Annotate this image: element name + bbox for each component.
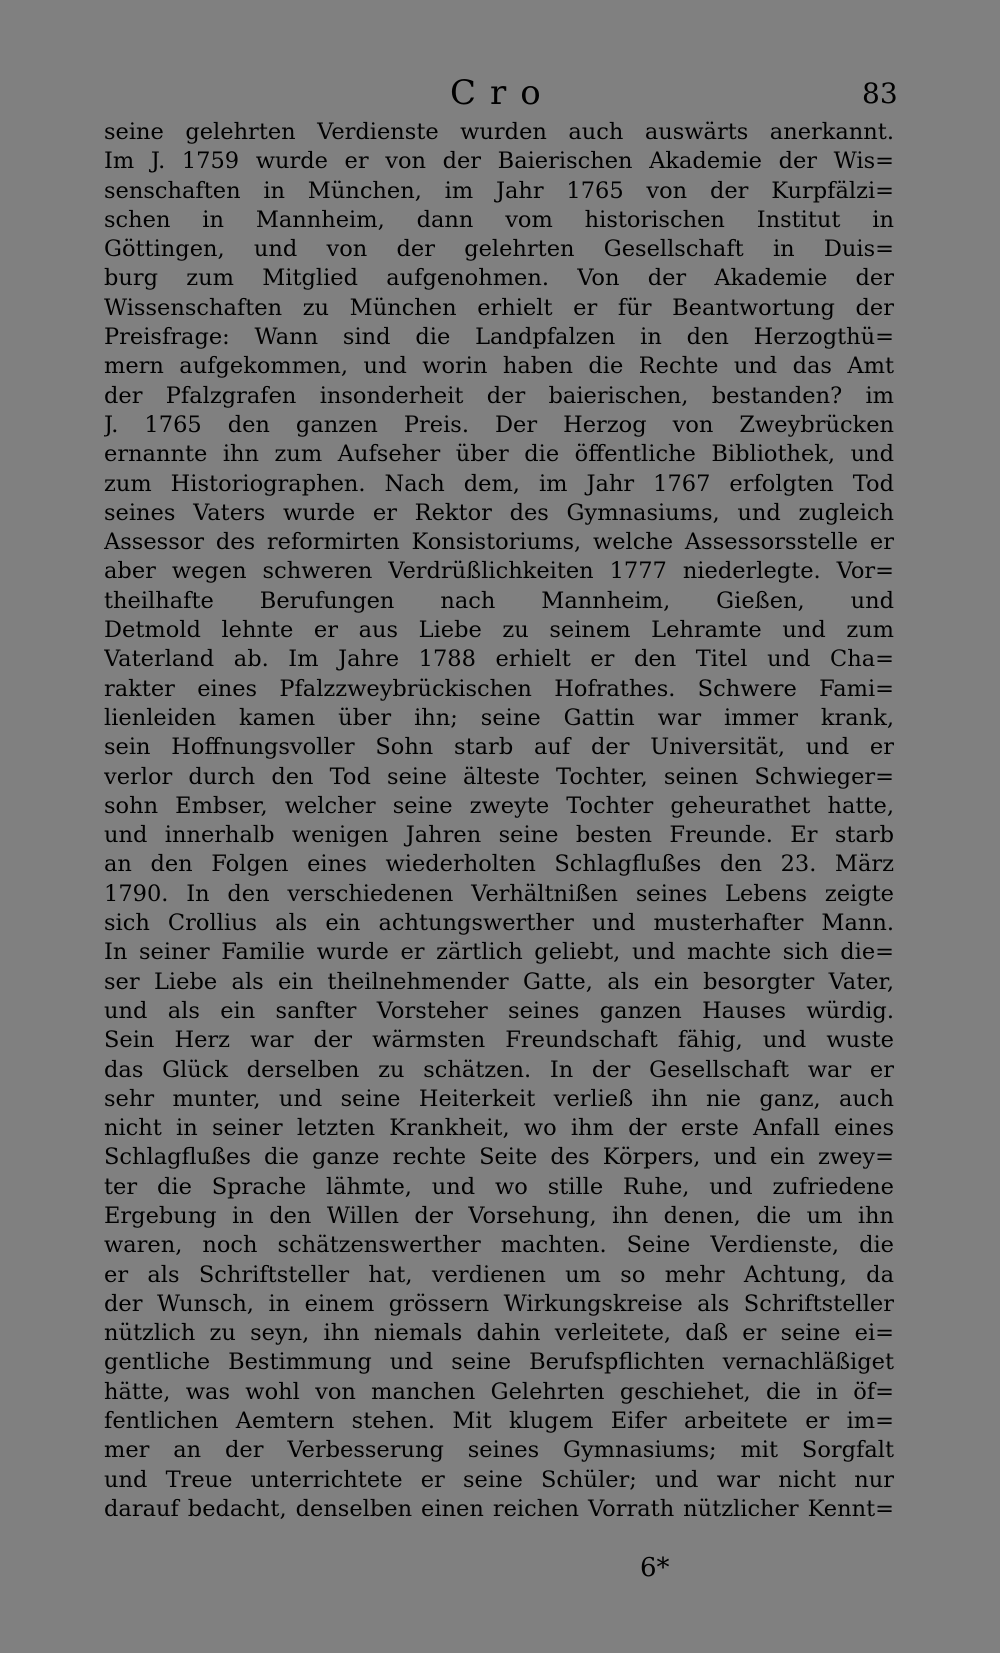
text-line: waren, noch schätzenswerther machten. Seine Verdienste, die (104, 1232, 894, 1259)
text-line: gentliche Bestimmung und seine Berufspflichten vernachläßiget (104, 1349, 894, 1376)
text-line: er als Schriftsteller hat, verdienen um so mehr Achtung, da (104, 1261, 894, 1288)
text-line: J. 1765 den ganzen Preis. Der Herzog von Zweybrücken (104, 411, 894, 438)
text-line: Sein Herz war der wärmsten Freundschaft fähig, und wuste (104, 1027, 894, 1054)
text-line: mer an der Verbesserung seines Gymnasiums; mit Sorgfalt (104, 1437, 894, 1464)
text-line: theilhafte Berufungen nach Mannheim, Gießen, und (104, 587, 894, 614)
signature-mark: 6* (640, 1553, 670, 1583)
text-line: das Glück derselben zu schätzen. In der Gesellschaft war er (104, 1056, 894, 1083)
text-line: sein Hoffnungsvoller Sohn starb auf der Universität, und er (104, 734, 894, 761)
text-line: aber wegen schweren Verdrüßlichkeiten 1777 niederlegte. Vor= (104, 558, 894, 585)
text-line: ernannte ihn zum Aufseher über die öffentliche Bibliothek, und (104, 441, 894, 468)
text-line: ser Liebe als ein theilnehmender Gatte, als ein besorgter Vater, (104, 968, 894, 995)
text-line: sehr munter, und seine Heiterkeit verließ ihn nie ganz, auch (104, 1085, 894, 1112)
running-title: Cro (450, 73, 555, 113)
text-line: Göttingen, und von der gelehrten Gesellschaft in Duis= (104, 236, 894, 263)
running-head (0, 70, 1000, 116)
text-line: seines Vaters wurde er Rektor des Gymnasiums, und zugleich (104, 499, 894, 526)
text-line: verlor durch den Tod seine älteste Tochter, seinen Schwieger= (104, 763, 894, 790)
text-line: sohn Embser, welcher seine zweyte Tochter geheurathet hatte, (104, 792, 894, 819)
text-line: Assessor des reformirten Konsistoriums, welche Assessorsstelle er (104, 529, 894, 556)
text-line: der Pfalzgrafen insonderheit der baierischen, bestanden? im (104, 382, 894, 409)
text-line: Wissenschaften zu München erhielt er für Beantwortung der (104, 294, 894, 321)
text-line: nicht in seiner letzten Krankheit, wo ihm der erste Anfall eines (104, 1115, 894, 1142)
text-line: und als ein sanfter Vorsteher seines ganzen Hauses würdig. (104, 997, 894, 1024)
text-line: fentlichen Aemtern stehen. Mit klugem Eifer arbeitete er im= (104, 1408, 894, 1435)
text-line: seine gelehrten Verdienste wurden auch auswärts anerkannt. (104, 119, 894, 145)
text-line: nützlich zu seyn, ihn niemals dahin verleitete, daß er seine ei= (104, 1320, 894, 1347)
text-line: burg zum Mitglied aufgenohmen. Von der Akademie der (104, 265, 894, 292)
text-line: lienleiden kamen über ihn; seine Gattin war immer krank, (104, 704, 894, 731)
text-line: 1790. In den verschiedenen Verhältnißen seines Lebens zeigte (104, 880, 894, 907)
page-number: 83 (862, 77, 898, 110)
text-line: mern aufgekommen, und worin haben die Rechte und das Amt (104, 353, 894, 380)
text-line: und Treue unterrichtete er seine Schüler; und war nicht nur (104, 1466, 894, 1493)
text-line: schen in Mannheim, dann vom historischen Institut in (104, 206, 894, 233)
text-line: Schlagflußes die ganze rechte Seite des Körpers, und ein zwey= (104, 1144, 894, 1171)
text-line: hätte, was wohl von manchen Gelehrten geschiehet, die in öf= (104, 1378, 894, 1405)
body-text (104, 118, 894, 1524)
text-line: Vaterland ab. Im Jahre 1788 erhielt er den Titel und Cha= (104, 646, 894, 673)
text-line: und innerhalb wenigen Jahren seine besten Freunde. Er starb (104, 822, 894, 849)
text-line: der Wunsch, in einem grössern Wirkungskreise als Schriftsteller (104, 1290, 894, 1317)
text-line: Im J. 1759 wurde er von der Baierischen Akademie der Wis= (104, 148, 894, 175)
text-line: sich Crollius als ein achtungswerther und musterhafter Mann. (104, 910, 894, 937)
text-line: ter die Sprache lähmte, und wo stille Ruhe, und zufriedene (104, 1173, 894, 1200)
text-line: darauf bedacht, denselben einen reichen Vorrath nützlicher Kennt= (104, 1495, 894, 1522)
text-line: senschaften in München, im Jahr 1765 von der Kurpfälzi= (104, 177, 894, 204)
text-line: Preisfrage: Wann sind die Landpfalzen in den Herzogthü= (104, 324, 894, 351)
text-line: In seiner Familie wurde er zärtlich geliebt, und machte sich die= (104, 939, 894, 966)
text-line: an den Folgen eines wiederholten Schlagflußes den 23. März (104, 851, 894, 878)
text-line: rakter eines Pfalzzweybrückischen Hofrathes. Schwere Fami= (104, 675, 894, 702)
text-line: Detmold lehnte er aus Liebe zu seinem Lehramte und zum (104, 617, 894, 644)
text-line: Ergebung in den Willen der Vorsehung, ihn denen, die um ihn (104, 1202, 894, 1229)
text-line: zum Historiographen. Nach dem, im Jahr 1767 erfolgten Tod (104, 470, 894, 497)
